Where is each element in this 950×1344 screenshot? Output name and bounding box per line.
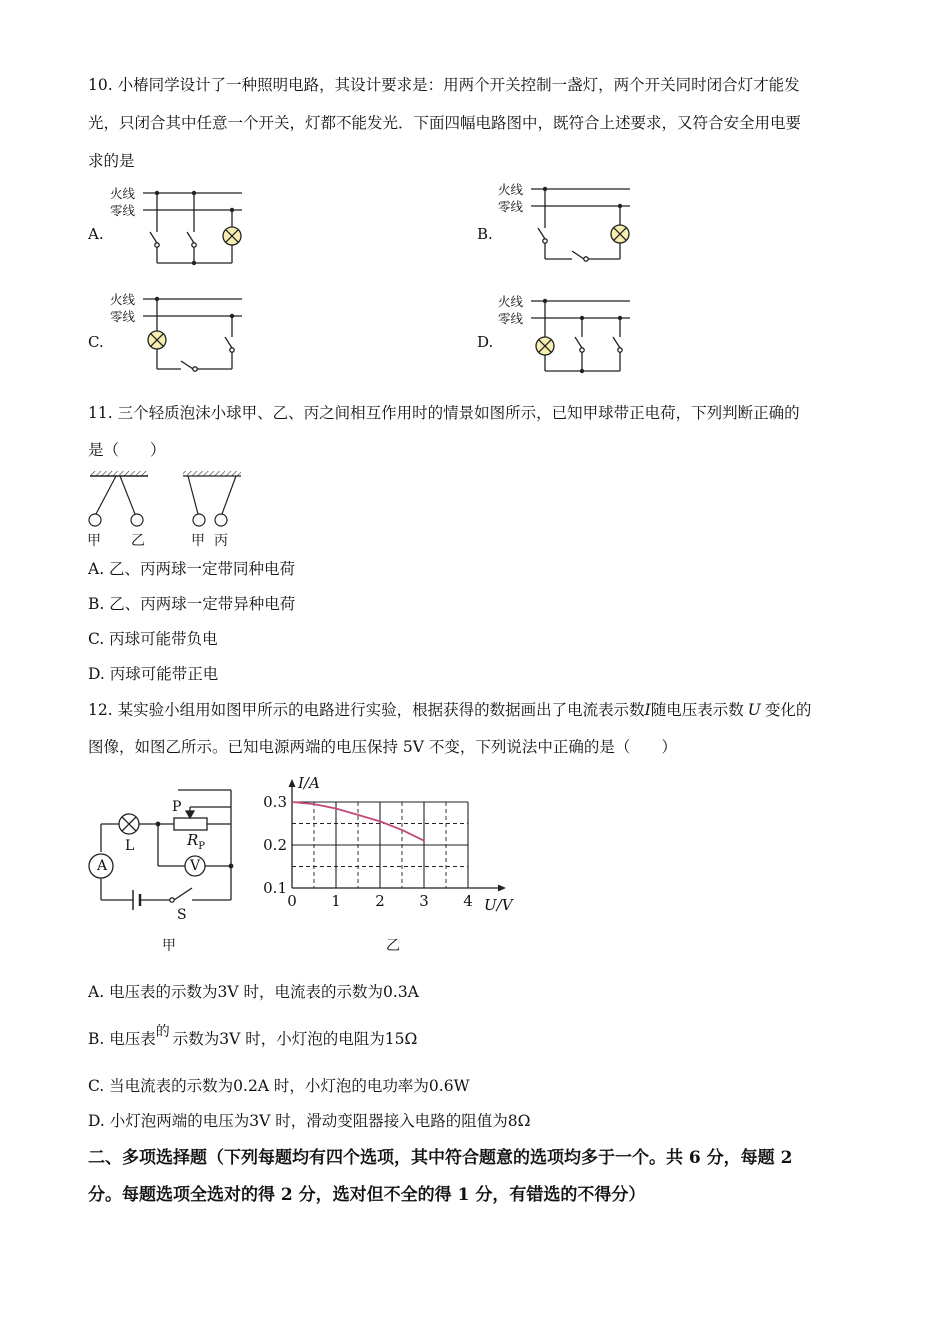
q11-option-a: A. 乙、丙两球一定带同种电荷 <box>88 560 296 578</box>
q12-line1-part-c: 变化的 <box>764 701 812 719</box>
rheostat-symbol: R <box>187 831 199 849</box>
q10-d-neutral-label: 零线 <box>498 311 524 326</box>
switch-label: S <box>177 907 187 923</box>
q10-c-neutral-label: 零线 <box>110 309 136 324</box>
q12-option-b <box>88 1024 418 1048</box>
section2-line2: 分。每题选项全选对的得 2 分，选对但不全的得 1 分，有错选的不得分） <box>88 1185 646 1205</box>
q12-var-u: U <box>747 701 761 719</box>
q11-line2: 是（ ） <box>88 441 166 459</box>
q10-line1: 10. 小椿同学设计了一种照明电路，其设计要求是：用两个开关控制一盏灯，两个开关同时闭合灯才能发 <box>88 76 800 94</box>
lamp-label: L <box>125 838 135 854</box>
x-axis-arrow <box>498 885 506 892</box>
q11-option-d: D. 丙球可能带正电 <box>88 665 219 683</box>
ball-label-jia-1: 甲 <box>87 533 101 549</box>
q10-option-b-label: B. <box>477 225 493 243</box>
q12-option-a: A. 电压表的示数为3V 时，电流表的示数为0.3A <box>88 983 419 1001</box>
graph-caption: 乙 <box>386 938 400 954</box>
q10-b-neutral-label: 零线 <box>498 199 524 214</box>
y-tick-label: 0.2 <box>263 836 287 854</box>
q10-line2: 光，只闭合其中任意一个开关，灯都不能发光．下面四幅电路图中，既符合上述要求，又符合安全用电要 <box>88 114 802 132</box>
q12-var-i: I <box>644 701 651 719</box>
q10-line3: 求的是 <box>88 152 135 170</box>
series-line-i-u <box>292 802 424 841</box>
q12-option-c: C. 当电流表的示数为0.2A 时，小灯泡的电功率为0.6W <box>88 1077 470 1095</box>
ball-label-yi: 乙 <box>131 533 145 549</box>
slider-label: P <box>172 799 182 815</box>
q12-option-d: D. 小灯泡两端的电压为3V 时，滑动变阻器接入电路的阻值为8Ω <box>88 1112 531 1130</box>
ball-label-jia-2: 甲 <box>191 533 205 549</box>
y-tick-label: 0.3 <box>263 793 287 811</box>
voltmeter-symbol: V <box>190 858 201 874</box>
x-tick-label: 0 <box>287 892 297 910</box>
q12-option-b-post: 示数为3V 时，小灯泡的电阻为15Ω <box>172 1030 418 1048</box>
q10-option-a-label: A. <box>88 225 104 243</box>
y-axis-arrow <box>289 779 296 787</box>
q12-line2: 图像，如图乙所示。已知电源两端的电压保持 5V 不变，下列说法中正确的是（ ） <box>88 738 677 756</box>
q12-option-b-pre: B. 电压表 <box>88 1030 156 1048</box>
section2-line1: 二、多项选择题（下列每题均有四个选项，其中符合题意的选项均多于一个。共 6 分，每题 2 <box>88 1148 793 1168</box>
q10-c-live-label: 火线 <box>110 292 136 307</box>
q12-line1-part-b: 随电压表示数 <box>650 701 744 719</box>
ammeter-symbol: A <box>97 858 108 874</box>
circuit-caption: 甲 <box>162 938 176 954</box>
q10-a-neutral-label: 零线 <box>110 203 136 218</box>
x-tick-label: 3 <box>419 892 429 910</box>
q10-d-live-label: 火线 <box>498 294 524 309</box>
q10-option-d-label: D. <box>477 333 494 351</box>
y-tick-label: 0.1 <box>263 879 287 897</box>
q11-option-b: B. 乙、丙两球一定带异种电荷 <box>88 595 296 613</box>
x-tick-label: 2 <box>375 892 385 910</box>
q10-option-c-label: C. <box>88 333 104 351</box>
q11-option-c: C. 丙球可能带负电 <box>88 630 218 648</box>
q10-b-live-label: 火线 <box>498 182 524 197</box>
q12-option-b-stray: 的 <box>155 1024 170 1040</box>
graph-x-axis-label: U/V <box>484 896 513 914</box>
rheostat-subscript: P <box>198 841 206 852</box>
x-tick-label: 1 <box>331 892 341 910</box>
ball-label-bing: 丙 <box>214 533 228 549</box>
x-tick-label: 4 <box>463 892 473 910</box>
graph-y-axis-label: I/A <box>298 774 320 792</box>
q11-line1: 11. 三个轻质泡沫小球甲、乙、丙之间相互作用时的情景如图所示，已知甲球带正电荷，下列判断正确的 <box>88 404 800 422</box>
q10-a-live-label: 火线 <box>110 186 136 201</box>
q12-line1-part-a: 12. 某实验小组用如图甲所示的电路进行实验，根据获得的数据画出了电流表示数 <box>88 701 645 719</box>
